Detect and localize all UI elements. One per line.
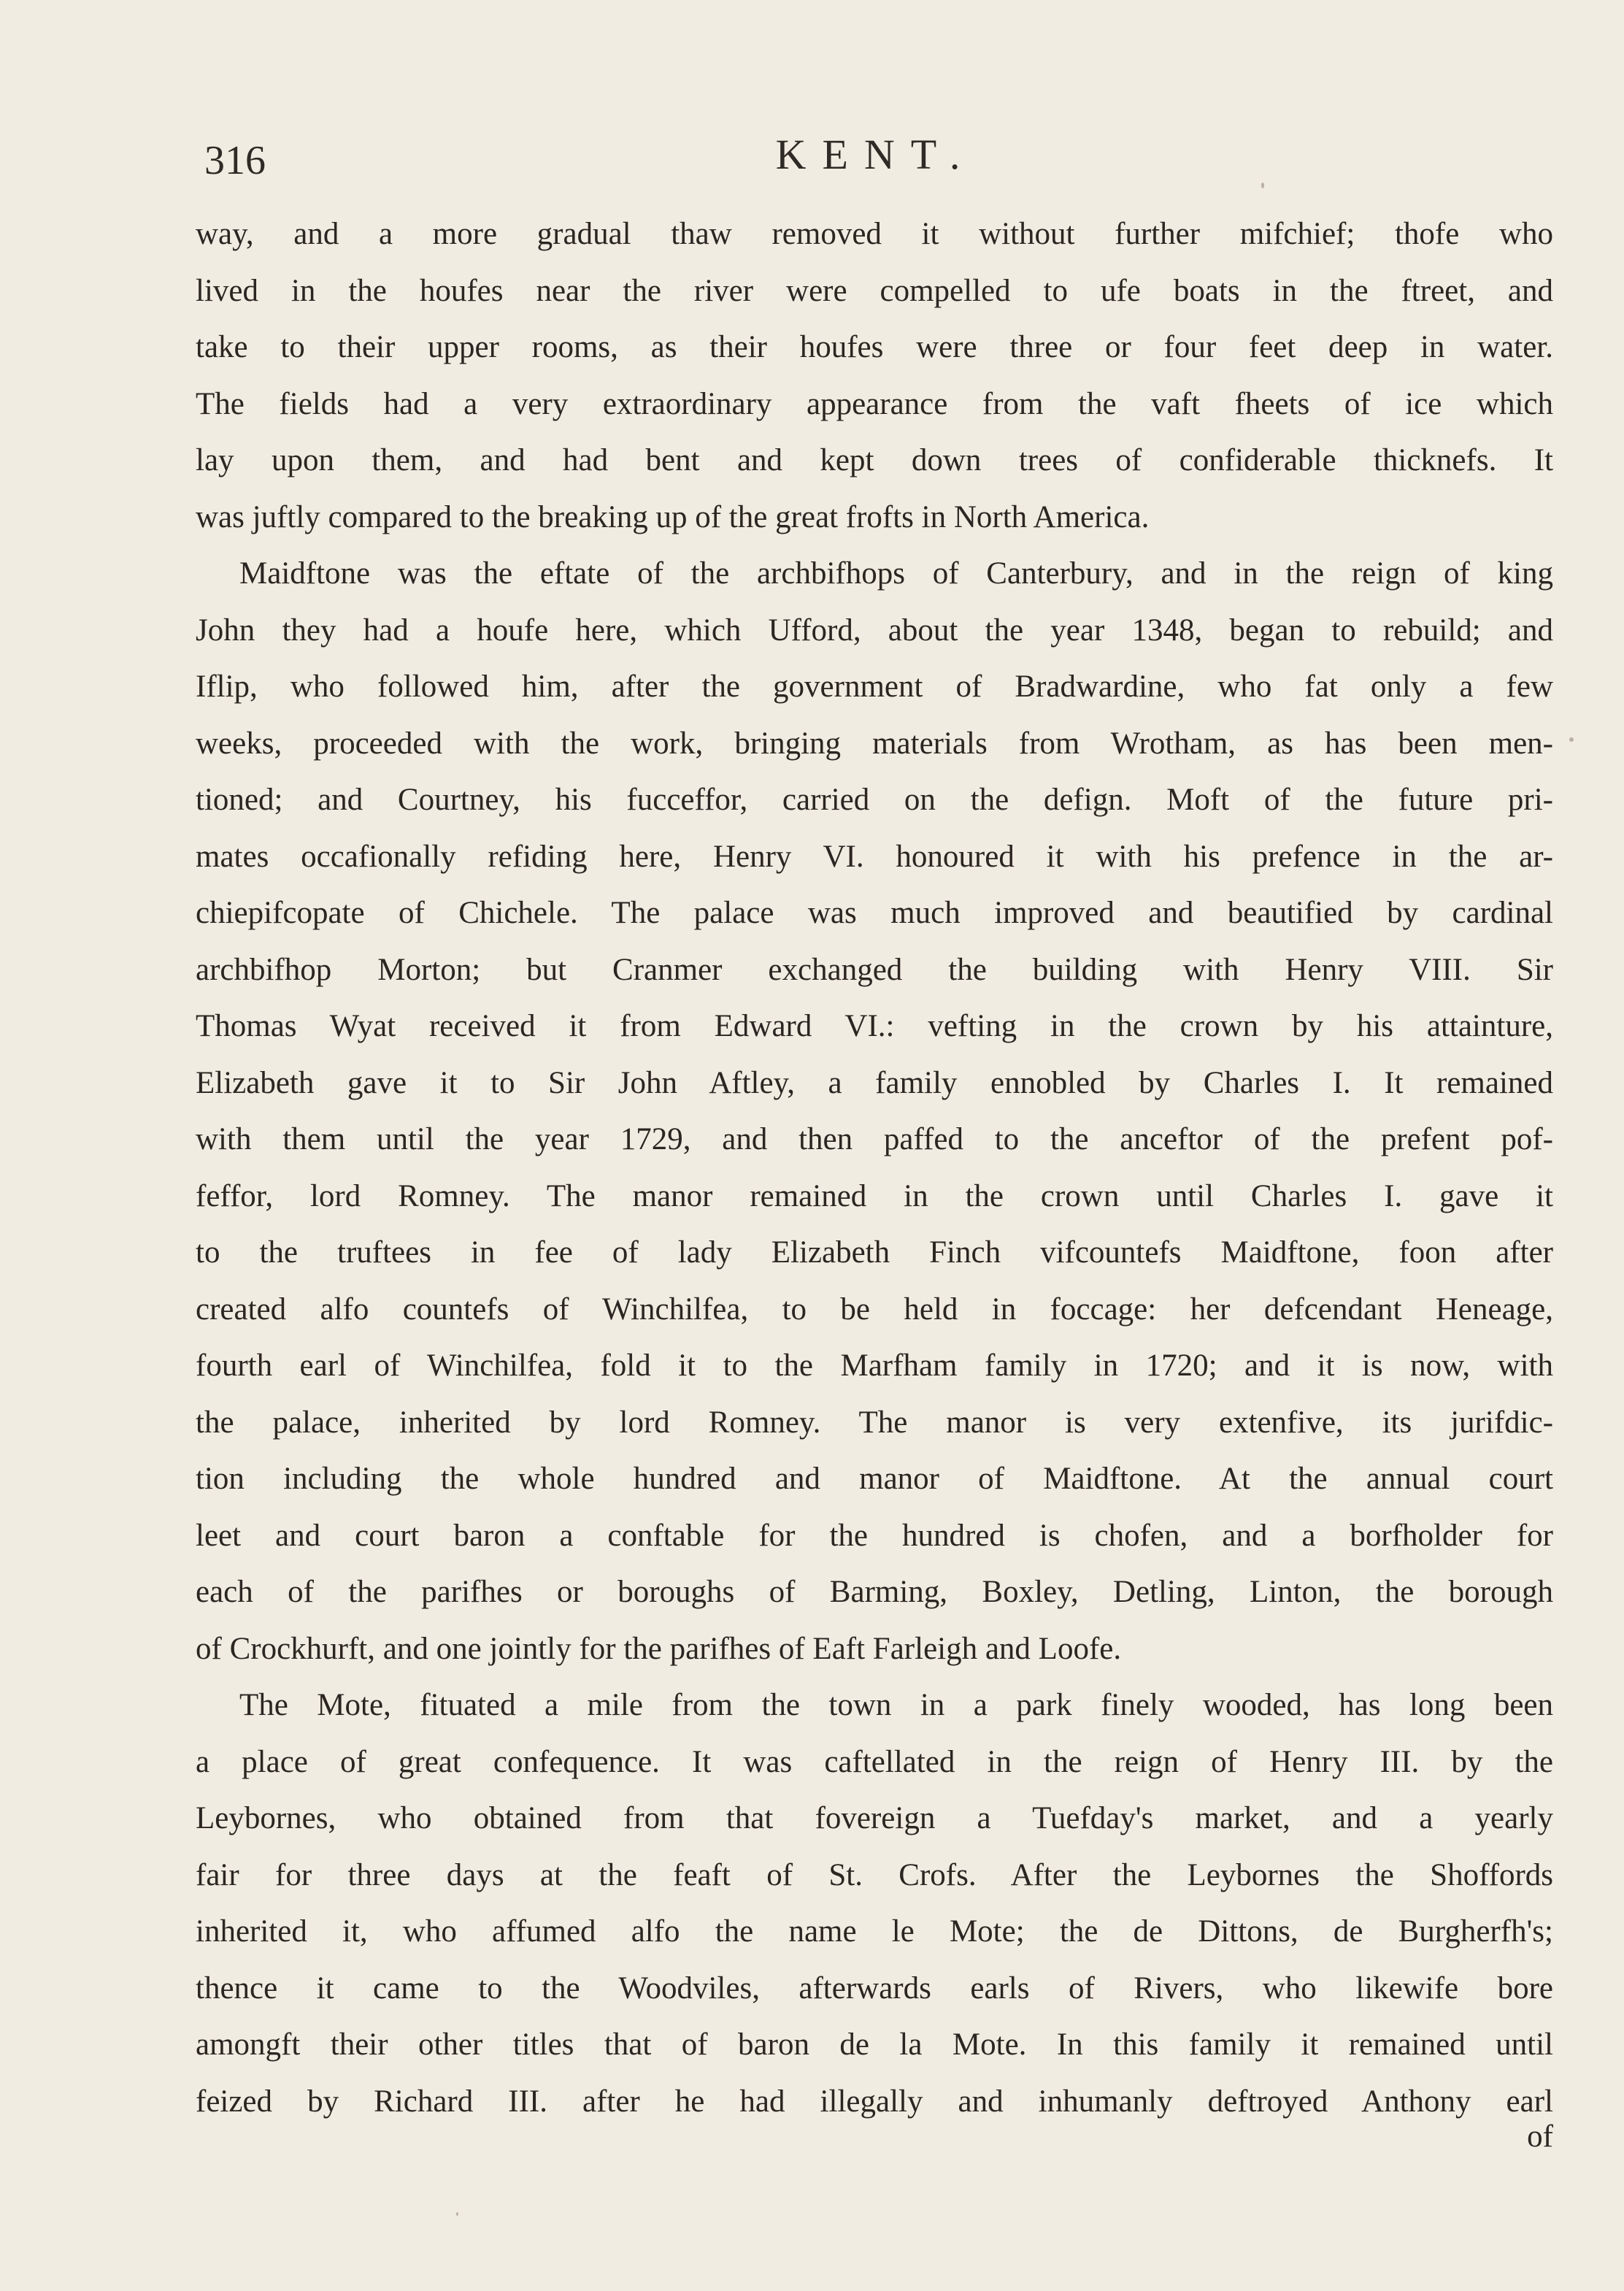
text-line: was juftly compared to the breaking up of the great frofts in North America. — [196, 499, 1150, 534]
paper-speck — [456, 2212, 458, 2216]
text-line: fair for three days at the feaft of St. Crofs. After the Leybornes the Shoffords — [196, 1857, 1553, 1892]
text-line: mates occafionally refiding here, Henry VI. honoured it with his prefence in the ar- — [196, 839, 1553, 874]
text-line: The fields had a very extraordinary appearance from the vaft fheets of ice which — [196, 386, 1553, 421]
text-line: Thomas Wyat received it from Edward VI.: vefting in the crown by his attainture, — [196, 1009, 1553, 1043]
text-line: amongft their other titles that of baron de la Mote. In this family it remained until — [196, 2027, 1553, 2062]
text-line: Iflip, who followed him, after the government of Bradwardine, who fat only a few — [196, 669, 1553, 704]
body-text — [196, 206, 1553, 2130]
text-line: archbifhop Morton; but Cranmer exchanged the building with Henry VIII. Sir — [196, 952, 1553, 987]
paper-speck — [1569, 737, 1574, 742]
paper-speck — [1261, 183, 1264, 188]
text-line: fourth earl of Winchilfea, fold it to the Marfham family in 1720; and it is now, with — [196, 1348, 1553, 1383]
text-line: each of the parifhes or boroughs of Barming, Boxley, Detling, Linton, the borough — [196, 1575, 1553, 1609]
text-line: tion including the whole hundred and manor of Maidftone. At the annual court — [196, 1462, 1553, 1496]
text-line: leet and court baron a conftable for the hundred is chofen, and a borfholder for — [196, 1518, 1553, 1553]
text-line: to the truftees in fee of lady Elizabeth Finch vifcountefs Maidftone, foon after — [196, 1235, 1553, 1270]
text-line: lay upon them, and had bent and kept down trees of confiderable thicknefs. It — [196, 443, 1553, 477]
text-line: way, and a more gradual thaw removed it without further mifchief; thofe who — [196, 217, 1553, 251]
text-line: of Crockhurft, and one jointly for the parifhes of Eaft Farleigh and Loofe. — [196, 1631, 1122, 1666]
text-line: Elizabeth gave it to Sir John Aftley, a family ennobled by Charles I. It remained — [196, 1065, 1553, 1100]
page-number: 316 — [204, 138, 266, 183]
page-header — [197, 124, 1555, 183]
text-line: created alfo countefs of Winchilfea, to be held in foccage: her defcendant Heneage, — [196, 1292, 1553, 1327]
text-line: chiepifcopate of Chichele. The palace was much improved and beautified by cardinal — [196, 896, 1553, 930]
text-line: thence it came to the Woodviles, afterwards earls of Rivers, who likewife bore — [196, 1970, 1553, 2006]
text-line: Maidftone was the eftate of the archbifhops of Canterbury, and in the reign of king — [239, 556, 1553, 591]
text-line: lived in the houfes near the river were compelled to ufe boats in the ftreet, and — [196, 273, 1553, 308]
text-line: feffor, lord Romney. The manor remained in the crown until Charles I. gave it — [196, 1178, 1553, 1213]
text-line: inherited it, who affumed alfo the name le Mote; the de Dittons, de Burgherfh's; — [196, 1914, 1553, 1949]
text-line: with them until the year 1729, and then paffed to the anceftor of the prefent pof- — [196, 1122, 1553, 1156]
running-head: KENT. — [775, 131, 977, 178]
text-line: the palace, inherited by lord Romney. The manor is very extenfive, its jurifdic- — [196, 1405, 1553, 1440]
text-line: Leybornes, who obtained from that fovereign a Tuefday's market, and a yearly — [196, 1801, 1553, 1835]
text-line: a place of great confequence. It was caftellated in the reign of Henry III. by the — [196, 1744, 1553, 1779]
text-line: take to their upper rooms, as their houfes were three or four feet deep in water. — [196, 330, 1553, 364]
text-line: feized by Richard III. after he had illegally and inhumanly deftroyed Anthony earl — [196, 2084, 1553, 2119]
text-line: John they had a houfe here, which Ufford, about the year 1348, began to rebuild; and — [196, 613, 1553, 648]
text-line: The Mote, fituated a mile from the town in a park finely wooded, has long been — [239, 1688, 1553, 1722]
text-line: weeks, proceeded with the work, bringing materials from Wrotham, as has been men- — [196, 726, 1553, 761]
text-line: tioned; and Courtney, his fucceffor, carried on the defign. Moft of the future pri- — [196, 783, 1553, 817]
catchword: of — [1527, 2119, 1553, 2154]
